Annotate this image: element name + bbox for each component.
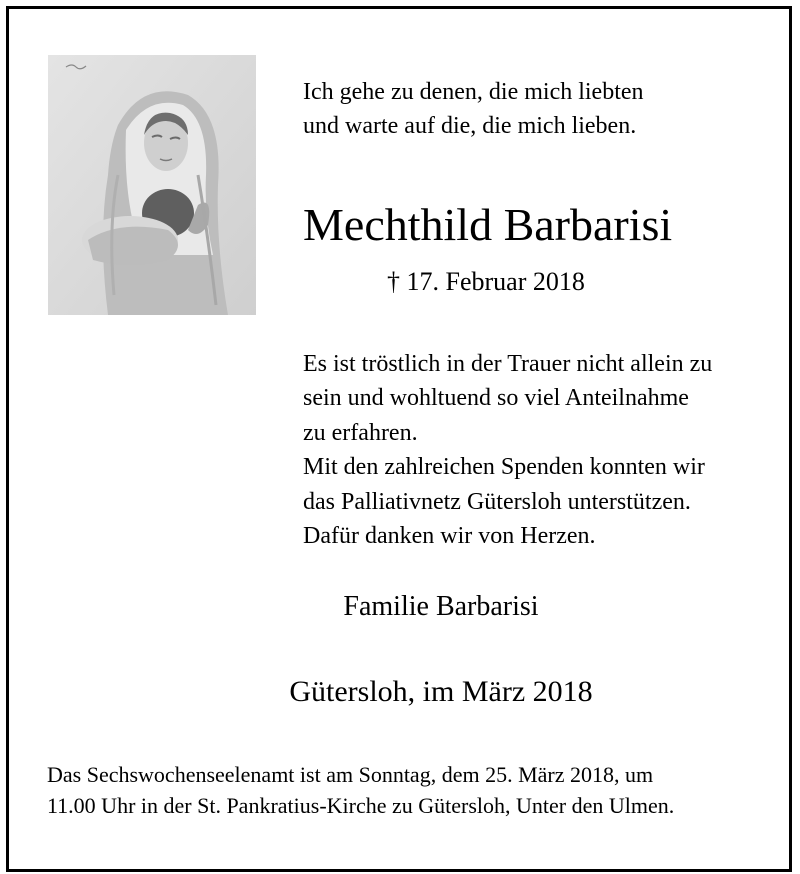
thanks-line: Dafür danken wir von Herzen.: [303, 523, 596, 550]
quote-line: und warte auf die, die mich lieben.: [303, 113, 637, 139]
thanks-line: Es ist tröstlich in der Trauer nicht allein zu: [303, 351, 713, 377]
notice-line: Das Sechswochenseelenamt ist am Sonntag, dem 25. März 2018, um: [47, 762, 654, 787]
thanks-line: Mit den zahlreichen Spenden konnten wir: [303, 454, 705, 481]
quote-line: Ich gehe zu denen, die mich liebten: [303, 79, 644, 105]
notice-line: 11.00 Uhr in der St. Pankratius-Kirche zu Gütersloh, Unter den Ulmen.: [47, 793, 675, 818]
thanks-text: [303, 347, 712, 553]
death-date: † 17. Februar 2018: [387, 267, 585, 296]
memorial-service-notice: [47, 759, 674, 821]
thanks-line: zu erfahren.: [303, 419, 418, 446]
madonna-and-child-image: [48, 55, 256, 315]
deceased-name: Mechthild Barbarisi: [303, 199, 673, 250]
quote: [303, 75, 644, 143]
thanks-line: das Palliativnetz Gütersloh unterstützen.: [303, 488, 691, 515]
family-signature: Familie Barbarisi: [343, 591, 539, 622]
place-and-date: Gütersloh, im März 2018: [289, 675, 593, 708]
madonna-illustration: [48, 55, 256, 315]
obituary-card: [6, 6, 792, 872]
thanks-line: sein und wohltuend so viel Anteilnahme: [303, 385, 689, 412]
